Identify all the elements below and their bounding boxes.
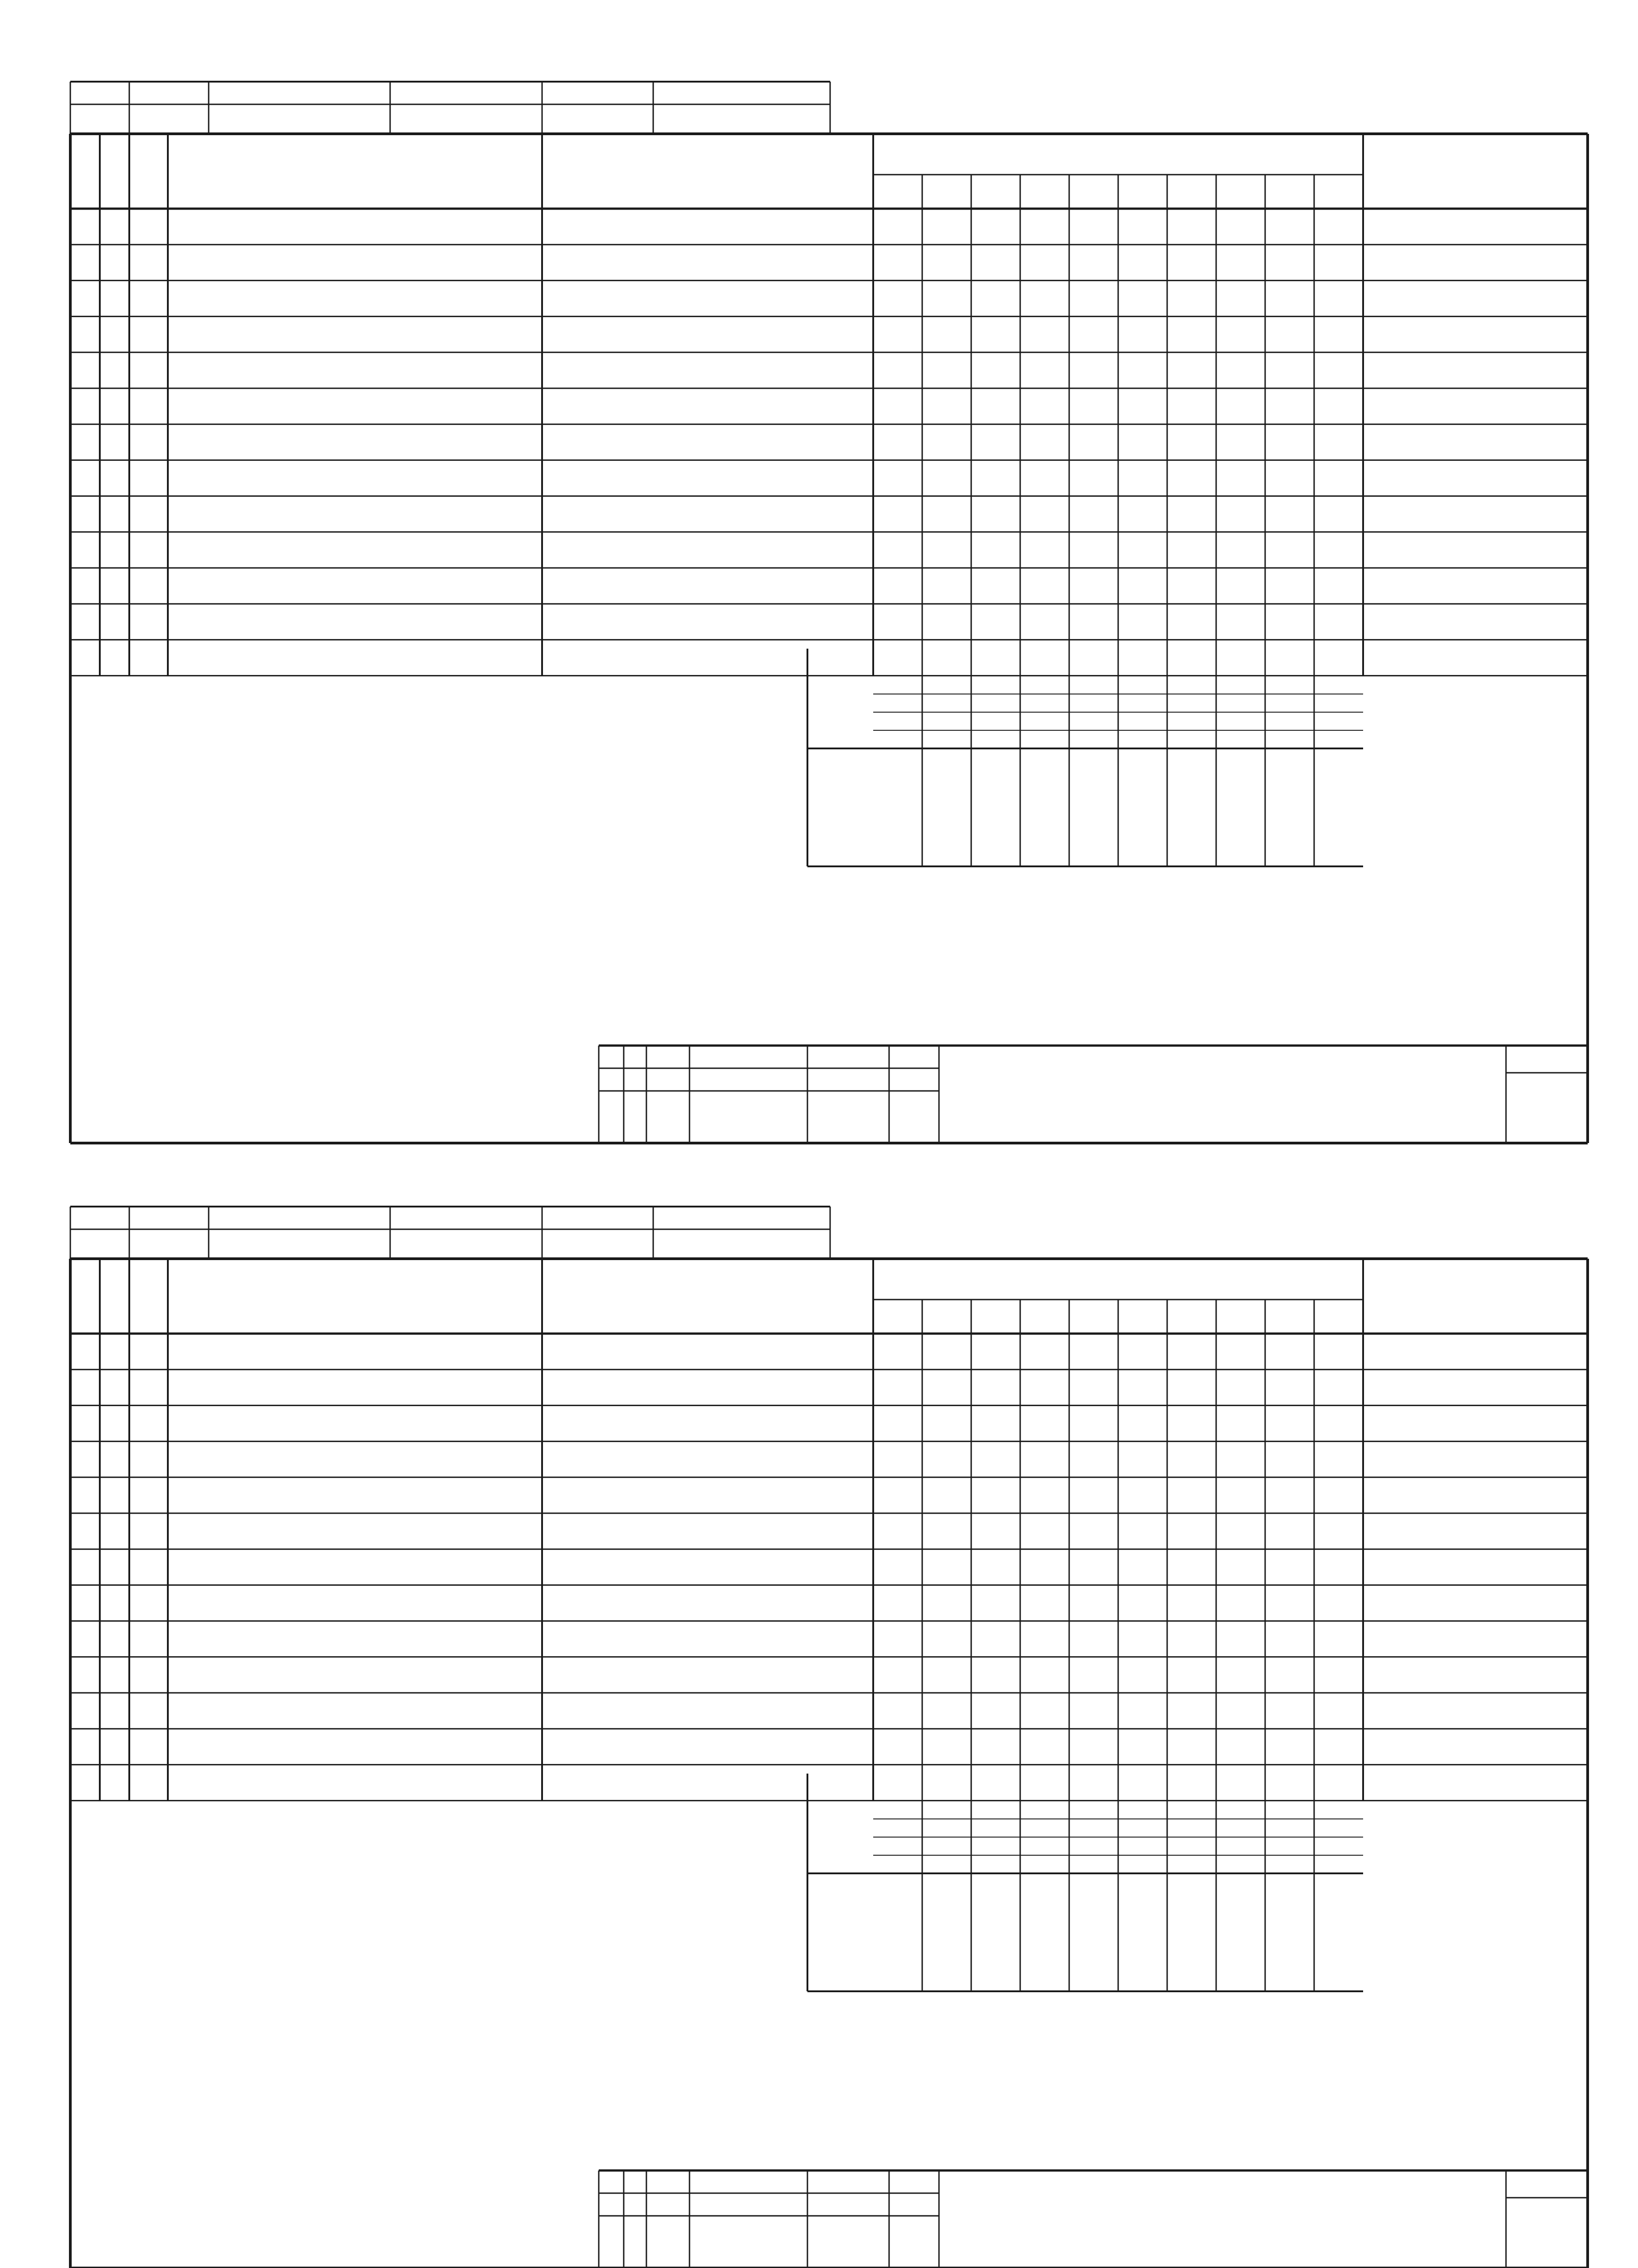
spec-sheet	[0, 54, 1638, 1188]
spec-sheet	[0, 1179, 1638, 2268]
sheet-frame	[0, 1179, 1638, 2268]
sheet-frame	[0, 54, 1638, 1188]
